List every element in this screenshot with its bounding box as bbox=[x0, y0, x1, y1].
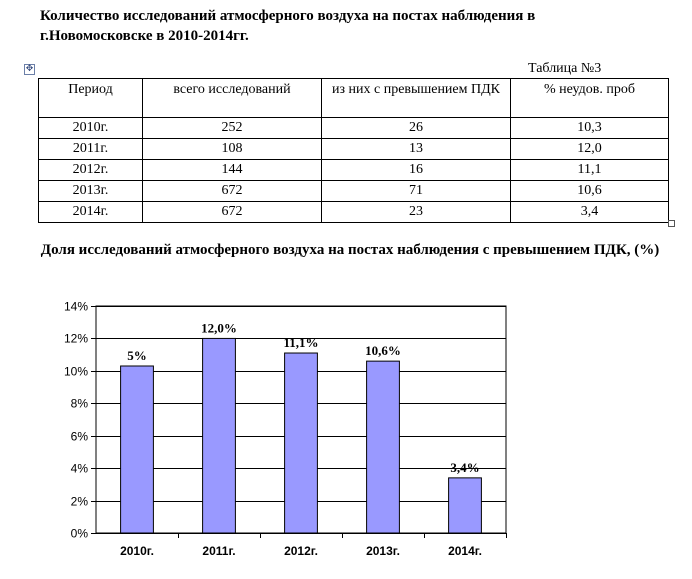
cell-period: 2013г. bbox=[39, 181, 143, 202]
y-tick-label: 2% bbox=[70, 494, 88, 509]
table-move-handle-icon[interactable]: ✥ bbox=[25, 64, 34, 74]
y-tick-label: 10% bbox=[63, 364, 88, 379]
x-tick-label: 2010г. bbox=[120, 544, 154, 558]
cell-total: 252 bbox=[143, 118, 322, 139]
bar bbox=[203, 338, 236, 533]
x-tick-label: 2014г. bbox=[448, 544, 482, 558]
cell-exceed: 13 bbox=[322, 139, 511, 160]
cell-period: 2010г. bbox=[39, 118, 143, 139]
table-caption: Таблица №3 bbox=[528, 61, 602, 76]
y-tick-label: 6% bbox=[70, 429, 88, 444]
y-tick-label: 8% bbox=[70, 396, 88, 411]
cell-percent: 10,3 bbox=[511, 118, 669, 139]
header-percent: % неудов. проб bbox=[511, 79, 669, 118]
data-label: 11,1% bbox=[283, 335, 319, 351]
cell-period: 2014г. bbox=[39, 202, 143, 223]
cell-exceed: 23 bbox=[322, 202, 511, 223]
cell-total: 672 bbox=[143, 181, 322, 202]
cell-percent: 10,6 bbox=[511, 181, 669, 202]
y-tick-label: 12% bbox=[63, 331, 88, 346]
x-tick-label: 2011г. bbox=[202, 544, 236, 558]
data-label: 10,6% bbox=[365, 343, 401, 359]
chart-title: Доля исследований атмосферного воздуха на постах наблюдения с превышением ПДК, (%) bbox=[40, 242, 660, 258]
cell-percent: 3,4 bbox=[511, 202, 669, 223]
cell-exceed: 71 bbox=[322, 181, 511, 202]
data-label: 5% bbox=[127, 347, 147, 363]
y-tick-label: 14% bbox=[63, 299, 88, 314]
y-tick-label: 4% bbox=[70, 461, 88, 476]
header-exceed: из них с превышением ПДК bbox=[322, 79, 511, 118]
cell-total: 108 bbox=[143, 139, 322, 160]
cell-total: 144 bbox=[143, 160, 322, 181]
bar bbox=[367, 361, 400, 533]
header-total: всего исследований bbox=[143, 79, 322, 118]
cell-total: 672 bbox=[143, 202, 322, 223]
cell-exceed: 16 bbox=[322, 160, 511, 181]
bar bbox=[285, 353, 318, 533]
bar bbox=[121, 366, 154, 533]
cell-exceed: 26 bbox=[322, 118, 511, 139]
data-label: 12,0% bbox=[201, 320, 237, 336]
cell-percent: 12,0 bbox=[511, 139, 669, 160]
cell-period: 2011г. bbox=[39, 139, 143, 160]
cell-percent: 11,1 bbox=[511, 160, 669, 181]
x-tick-label: 2013г. bbox=[366, 544, 400, 558]
header-period: Период bbox=[39, 79, 143, 118]
x-tick-label: 2012г. bbox=[284, 544, 318, 558]
cell-period: 2012г. bbox=[39, 160, 143, 181]
y-tick-label: 0% bbox=[70, 526, 88, 541]
bar bbox=[449, 478, 482, 533]
data-label: 3,4% bbox=[450, 459, 480, 475]
document-title: Количество исследований атмосферного воздуха на постах наблюдения в г.Новомосковске в 2010-2014гг. bbox=[40, 8, 536, 44]
